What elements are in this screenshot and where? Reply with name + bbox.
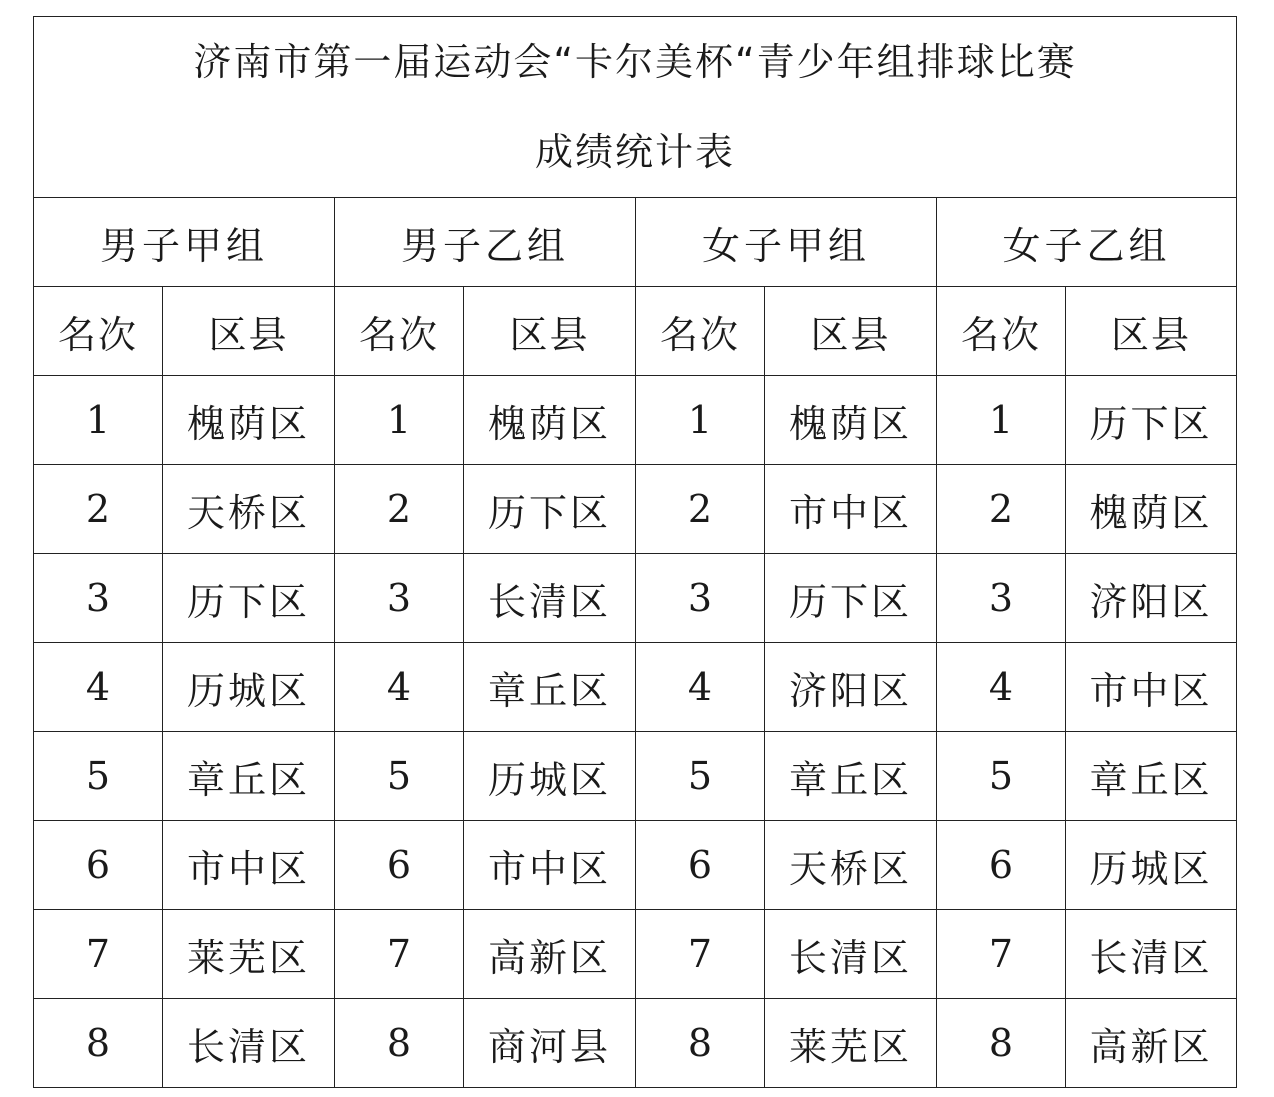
district-cell: 济阳区 [1066, 554, 1237, 643]
district-cell: 济阳区 [765, 643, 937, 732]
district-cell: 历城区 [464, 732, 636, 821]
rank-cell: 7 [34, 910, 163, 999]
table-row [34, 643, 1237, 732]
district-header: 区县 [1066, 287, 1237, 376]
rank-cell: 8 [335, 999, 464, 1088]
district-cell: 长清区 [464, 554, 636, 643]
table-row [34, 999, 1237, 1088]
district-cell: 历下区 [464, 465, 636, 554]
district-cell: 长清区 [765, 910, 937, 999]
group-header-row [34, 198, 1237, 287]
district-cell: 莱芜区 [765, 999, 937, 1088]
district-cell: 历下区 [163, 554, 335, 643]
title-line-2: 成绩统计表 [535, 130, 736, 174]
district-cell: 槐荫区 [163, 376, 335, 465]
rank-cell: 7 [335, 910, 464, 999]
district-cell: 高新区 [1066, 999, 1237, 1088]
rank-cell: 7 [636, 910, 765, 999]
rank-header: 名次 [335, 287, 464, 376]
district-cell: 市中区 [1066, 643, 1237, 732]
rank-cell: 7 [937, 910, 1066, 999]
district-cell: 槐荫区 [1066, 465, 1237, 554]
title-line-1: 济南市第一届运动会“卡尔美杯“青少年组排球比赛 [193, 40, 1077, 84]
district-header: 区县 [765, 287, 937, 376]
results-body [34, 376, 1237, 1088]
rank-header: 名次 [636, 287, 765, 376]
rank-cell: 6 [335, 821, 464, 910]
district-cell: 市中区 [464, 821, 636, 910]
district-cell: 章丘区 [464, 643, 636, 732]
rank-cell: 6 [34, 821, 163, 910]
rank-cell: 2 [34, 465, 163, 554]
district-cell: 章丘区 [1066, 732, 1237, 821]
district-cell: 槐荫区 [464, 376, 636, 465]
rank-cell: 3 [636, 554, 765, 643]
district-cell: 章丘区 [163, 732, 335, 821]
table-row [34, 465, 1237, 554]
rank-cell: 8 [636, 999, 765, 1088]
rank-cell: 4 [937, 643, 1066, 732]
table-row [34, 732, 1237, 821]
rank-cell: 1 [34, 376, 163, 465]
rank-cell: 5 [335, 732, 464, 821]
district-cell: 历城区 [1066, 821, 1237, 910]
district-cell: 长清区 [163, 999, 335, 1088]
rank-cell: 5 [34, 732, 163, 821]
table-row [34, 554, 1237, 643]
rank-cell: 4 [636, 643, 765, 732]
table-row [34, 376, 1237, 465]
rank-cell: 2 [335, 465, 464, 554]
district-cell: 市中区 [163, 821, 335, 910]
rank-cell: 6 [636, 821, 765, 910]
district-cell: 天桥区 [163, 465, 335, 554]
district-cell: 市中区 [765, 465, 937, 554]
column-header-row [34, 287, 1237, 376]
district-cell: 历下区 [765, 554, 937, 643]
table-title [34, 17, 1237, 198]
district-cell: 槐荫区 [765, 376, 937, 465]
district-cell: 天桥区 [765, 821, 937, 910]
rank-cell: 8 [34, 999, 163, 1088]
rank-cell: 6 [937, 821, 1066, 910]
group-header: 女子甲组 [636, 198, 937, 287]
rank-header: 名次 [34, 287, 163, 376]
table-row [34, 910, 1237, 999]
group-header: 女子乙组 [937, 198, 1237, 287]
group-header: 男子甲组 [34, 198, 335, 287]
rank-cell: 5 [937, 732, 1066, 821]
rank-cell: 3 [937, 554, 1066, 643]
district-header: 区县 [163, 287, 335, 376]
district-cell: 长清区 [1066, 910, 1237, 999]
rank-cell: 3 [34, 554, 163, 643]
district-cell: 历下区 [1066, 376, 1237, 465]
rank-cell: 2 [937, 465, 1066, 554]
rank-cell: 3 [335, 554, 464, 643]
rank-cell: 4 [34, 643, 163, 732]
results-sheet [33, 16, 1236, 1087]
rank-cell: 1 [335, 376, 464, 465]
rank-header: 名次 [937, 287, 1066, 376]
district-header: 区县 [464, 287, 636, 376]
rank-cell: 4 [335, 643, 464, 732]
results-table [33, 16, 1237, 1088]
district-cell: 莱芜区 [163, 910, 335, 999]
rank-cell: 8 [937, 999, 1066, 1088]
district-cell: 历城区 [163, 643, 335, 732]
rank-cell: 1 [636, 376, 765, 465]
table-row [34, 821, 1237, 910]
rank-cell: 2 [636, 465, 765, 554]
rank-cell: 5 [636, 732, 765, 821]
rank-cell: 1 [937, 376, 1066, 465]
district-cell: 章丘区 [765, 732, 937, 821]
district-cell: 商河县 [464, 999, 636, 1088]
district-cell: 高新区 [464, 910, 636, 999]
group-header: 男子乙组 [335, 198, 636, 287]
